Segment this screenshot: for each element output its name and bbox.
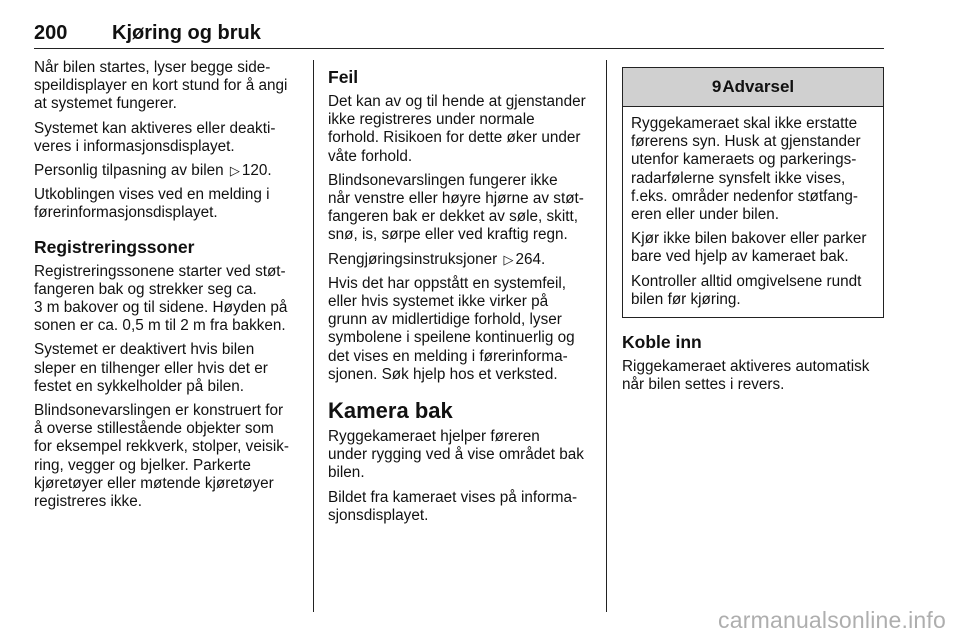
text-line: speildisplayer en kort stund for å angi — [34, 77, 288, 95]
paragraph-reference — [328, 251, 596, 269]
text-line: for eksempel rekkverk, stolper, veisik- — [34, 438, 290, 456]
text-line: Når bilen startes, lyser begge side- — [34, 59, 271, 76]
paragraph — [631, 230, 875, 266]
page-reference-link[interactable]: 120. — [241, 162, 272, 180]
text-line: Blindsonevarslingen fungerer ikke — [328, 171, 558, 189]
warning-box — [622, 67, 884, 318]
column-right — [622, 67, 884, 400]
chapter-heading: Kamera bak — [328, 398, 453, 424]
text-line: Systemet kan aktiveres eller deakti- — [34, 119, 276, 137]
watermark: carmanualsonline.info — [718, 607, 946, 633]
reference-text: Rengjøringsinstruksjoner — [328, 250, 502, 268]
text-line: festet en sykkelholder på bilen. — [34, 377, 245, 395]
text-line: radarfølerne synsfelt ikke vises, — [631, 169, 846, 187]
text-line: Bildet fra kameraet vises på informa- — [328, 488, 578, 506]
text-line: sonen er ca. 0,5 m til 2 m fra bakken. — [34, 317, 286, 335]
text-line: Registreringssonene starter ved støt- — [34, 262, 286, 280]
text-line: sjonen. Søk hjelp hos et verksted. — [328, 365, 558, 383]
paragraph — [328, 275, 596, 384]
column-left — [34, 59, 300, 517]
column-divider — [606, 60, 607, 612]
paragraph — [34, 59, 300, 114]
text-line: ring, vegger og bjelker. Parkerte — [34, 456, 251, 474]
text-line: 3 m bakover og til sidene. Høyden på — [34, 299, 288, 317]
page-number: 200 — [34, 22, 68, 44]
text-line: eller hvis systemet ikke virker på — [328, 293, 549, 311]
section-heading: Feil — [328, 67, 359, 87]
text-line: snø, is, sørpe eller ved kraftig regn. — [328, 226, 568, 244]
warning-title: Advarsel — [722, 76, 795, 96]
text-line: registreres ikke. — [34, 493, 142, 511]
text-line: fangeren bak og strekker seg ca. — [34, 280, 257, 298]
text-line: at systemet fungerer. — [34, 95, 177, 113]
text-line: førerinformasjonsdisplayet. — [34, 204, 218, 222]
text-line: bare ved hjelp av kameraet bak. — [631, 248, 849, 266]
text-line: Ryggekameraet hjelper føreren — [328, 428, 540, 446]
text-line: f.eks. områder nedenfor støtfang- — [631, 187, 859, 205]
warning-icon: 9 — [711, 76, 722, 96]
warning-body — [623, 107, 883, 317]
reference-text: Personlig tilpasning av bilen — [34, 162, 228, 180]
text-line: våte forhold. — [328, 147, 413, 165]
text-line: når bilen settes i revers. — [622, 376, 785, 394]
section-heading: Koble inn — [622, 332, 702, 353]
text-line: det vises en melding i førerinforma- — [328, 347, 568, 365]
paragraph — [328, 93, 596, 166]
page-header — [34, 22, 884, 49]
paragraph — [34, 341, 300, 396]
text-line: Systemet er deaktivert hvis bilen — [34, 341, 255, 359]
text-line: eren eller under bilen. — [631, 206, 779, 224]
paragraph — [622, 358, 884, 394]
paragraph — [631, 115, 875, 224]
page-reference-link[interactable]: 264. — [515, 250, 546, 268]
page-reference-icon: ▷ — [503, 251, 514, 267]
paragraph — [328, 172, 596, 245]
text-line: fangeren bak er dekket av søle, skitt, — [328, 208, 578, 226]
text-line: grunn av midlertidige forhold, lyser — [328, 311, 562, 329]
column-middle — [328, 67, 596, 531]
text-line: veres i informasjonsdisplayet. — [34, 137, 235, 155]
page-title: Kjøring og bruk — [112, 22, 261, 44]
paragraph — [631, 273, 875, 309]
text-line: førerens syn. Husk at gjenstander — [631, 133, 861, 151]
paragraph — [34, 402, 300, 511]
paragraph — [34, 263, 300, 336]
text-line: Kontroller alltid omgivelsene rundt — [631, 272, 862, 290]
text-line: ikke registreres under normale — [328, 111, 535, 129]
text-line: symbolene i speilene kontinuerlig og — [328, 329, 575, 347]
text-line: Det kan av og til hende at gjenstander — [328, 93, 586, 110]
text-line: å overse stillestående objekter som — [34, 420, 274, 438]
text-line: kjøretøyer eller møtende kjøretøyer — [34, 474, 274, 492]
text-line: forhold. Risikoen for dette øker under — [328, 129, 581, 147]
text-line: under rygging ved å vise området bak — [328, 446, 584, 464]
paragraph — [34, 120, 300, 156]
text-line: sjonsdisplayet. — [328, 506, 429, 524]
text-line: Utkoblingen vises ved en melding i — [34, 186, 270, 204]
text-line: utenfor kameraets og parkerings- — [631, 151, 857, 169]
text-line: når venstre eller høyre hjørne av støt- — [328, 190, 584, 208]
text-line: bilen. — [328, 464, 365, 482]
paragraph — [328, 428, 596, 483]
text-line: Hvis det har oppstått en systemfeil, — [328, 274, 567, 292]
paragraph — [328, 489, 596, 525]
section-heading: Registreringssoner — [34, 236, 195, 257]
page-reference-icon: ▷ — [229, 163, 240, 179]
text-line: bilen før kjøring. — [631, 290, 741, 308]
text-line: Ryggekameraet skal ikke erstatte — [631, 115, 858, 132]
column-divider — [313, 60, 314, 612]
text-line: Kjør ikke bilen bakover eller parker — [631, 230, 867, 248]
text-line: Riggekameraet aktiveres automatisk — [622, 358, 870, 376]
paragraph — [34, 186, 300, 222]
text-line: sleper en tilhenger eller hvis det er — [34, 359, 268, 377]
text-line: Blindsonevarslingen er konstruert for — [34, 402, 284, 420]
warning-header — [623, 68, 883, 107]
paragraph-reference — [34, 162, 300, 180]
